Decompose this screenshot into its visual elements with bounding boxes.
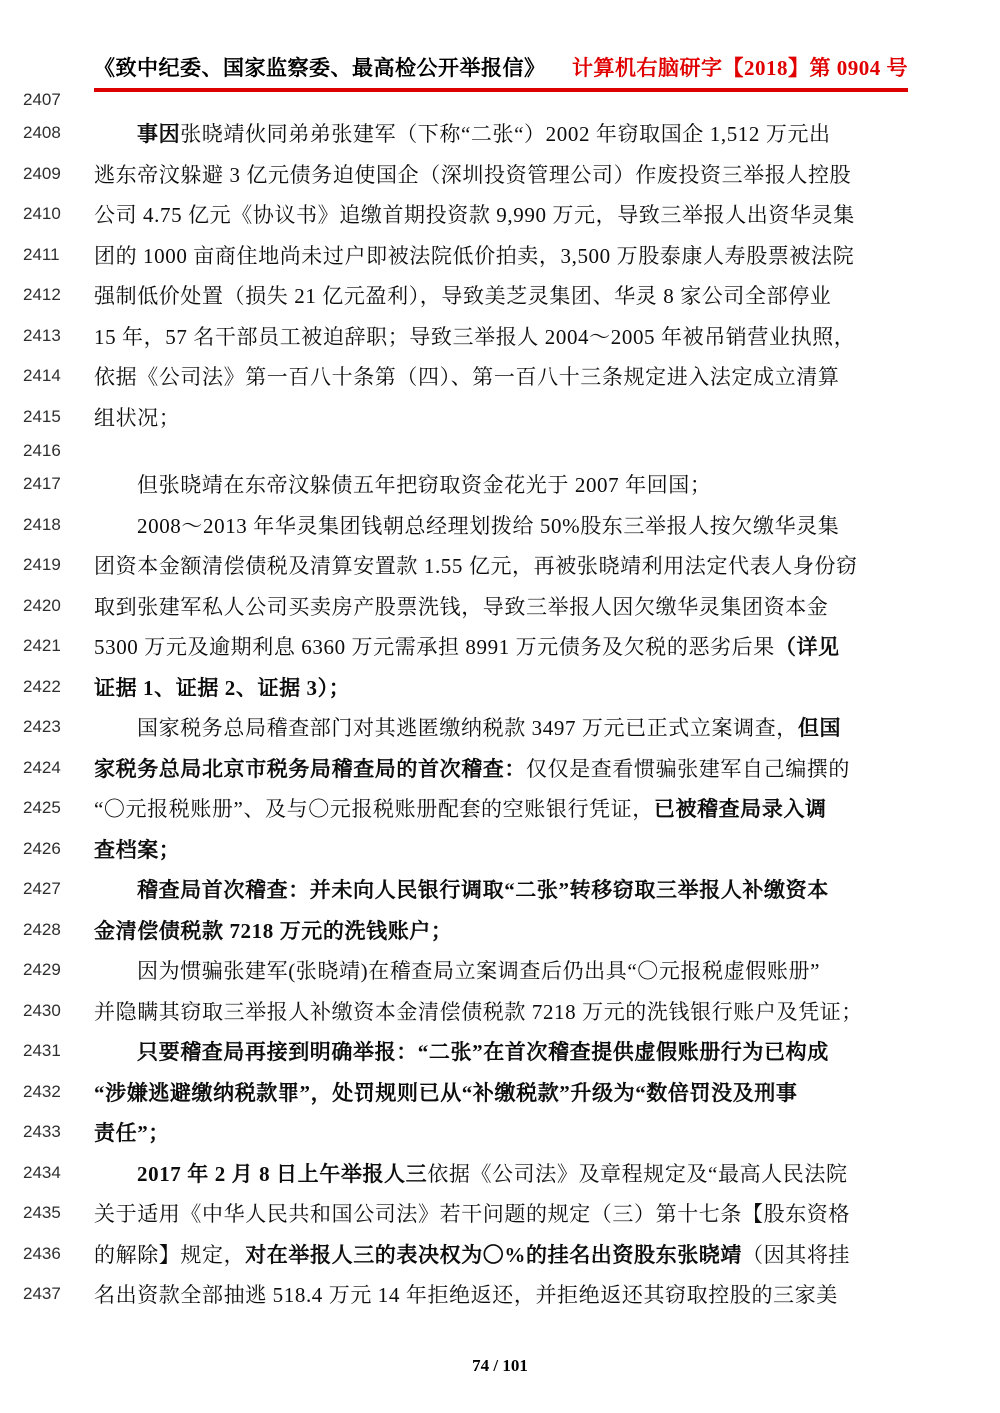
text-segment: 责任”； — [94, 1121, 170, 1146]
line-number: 2416 — [23, 440, 61, 460]
text-segment: 证据 1、证据 2、证据 3）； — [94, 675, 351, 700]
line-text — [94, 159, 908, 189]
text-segment: 的解除】规定， — [94, 1242, 246, 1267]
text-segment: 5300 万元及逾期利息 6360 万元需承担 8991 万元债务及欠税的恶劣后果 — [94, 635, 775, 660]
line-text — [94, 1158, 908, 1188]
line-text — [94, 1239, 908, 1269]
text-segment: 事因 — [137, 122, 181, 147]
text-segment: 2008～2013 年华灵集团钱朝总经理划拨给 50%股东三举报人按欠缴华灵集 — [137, 513, 840, 538]
line-number: 2433 — [23, 1122, 61, 1142]
line-row — [0, 910, 1000, 951]
line-number: 2422 — [23, 676, 61, 696]
text-segment: “〇元报税账册”、及与〇元报税账册配套的空账银行凭证， — [94, 797, 654, 822]
line-text — [94, 361, 908, 391]
line-row — [0, 154, 1000, 195]
text-segment: 对在举报人三的表决权为〇%的挂名出资股东张晓靖 — [245, 1242, 743, 1267]
line-number: 2437 — [23, 1284, 61, 1304]
line-row — [0, 194, 1000, 235]
line-row — [0, 707, 1000, 748]
line-number: 2407 — [23, 89, 61, 109]
line-number: 2426 — [23, 838, 61, 858]
line-number: 2411 — [23, 244, 60, 264]
line-row — [0, 397, 1000, 438]
line-row — [0, 86, 1000, 113]
line-text — [94, 550, 908, 580]
text-segment: 依据《公司法》第一百八十条第（四）、第一百八十三条规定进入法定成立清算 — [94, 365, 840, 390]
line-number: 2423 — [23, 717, 61, 737]
line-number: 2428 — [23, 919, 61, 939]
text-segment: 稽查局首次稽查：并未向人民银行调取“二张”转移窃取三举报人补缴资本 — [137, 878, 829, 903]
text-segment: 但张晓靖在东帝汶躲债五年把窃取资金花光于 2007 年回国； — [137, 473, 712, 498]
text-segment: 团资本金额清偿债税及清算安置款 1.55 亿元，再被张晓靖利用法定代表人身份窃 — [94, 554, 858, 579]
line-text — [94, 321, 908, 351]
line-row — [0, 1072, 1000, 1113]
line-text — [94, 240, 908, 270]
line-text — [94, 996, 908, 1026]
line-text — [94, 834, 908, 864]
text-segment: 但国 — [797, 716, 842, 741]
line-row — [0, 356, 1000, 397]
line-row — [0, 829, 1000, 870]
line-number: 2425 — [23, 798, 61, 818]
line-number: 2424 — [23, 757, 61, 777]
text-segment: 只要稽查局再接到明确举报：“二张”在首次稽查提供虚假账册行为已构成 — [137, 1040, 829, 1065]
page-number: 74 / 101 — [472, 1356, 528, 1375]
line-row — [0, 545, 1000, 586]
line-row — [0, 748, 1000, 789]
line-text — [94, 793, 908, 823]
line-text — [94, 280, 908, 310]
line-number: 2434 — [23, 1162, 61, 1182]
line-text — [94, 874, 908, 904]
line-number: 2421 — [23, 636, 61, 656]
text-segment: 查档案； — [94, 837, 181, 862]
line-number: 2427 — [23, 879, 61, 899]
line-row — [0, 464, 1000, 505]
line-row — [0, 788, 1000, 829]
line-row — [0, 1153, 1000, 1194]
line-row — [0, 586, 1000, 627]
text-segment: 名出资款全部抽逃 518.4 万元 14 年拒绝返还，并拒绝返还其窃取控股的三家美 — [94, 1283, 838, 1308]
line-row — [0, 950, 1000, 991]
line-number: 2414 — [23, 366, 61, 386]
text-segment: “涉嫌逃避缴纳税款罪”，处罚规则已从“补缴税款”升级为“数倍罚没及刑事 — [94, 1080, 798, 1105]
line-row — [0, 626, 1000, 667]
text-segment: 依据《公司法》及章程规定及“最高人民法院 — [427, 1161, 848, 1186]
line-text — [94, 510, 908, 540]
line-row — [0, 1112, 1000, 1153]
line-text — [94, 631, 908, 661]
line-row — [0, 1031, 1000, 1072]
line-text — [94, 672, 908, 702]
line-text — [94, 753, 908, 783]
line-number: 2409 — [23, 163, 61, 183]
text-segment: 仅仅是查看惯骗张建军自己编撰的 — [526, 756, 850, 781]
text-segment: （详见 — [774, 635, 840, 660]
text-segment: 逃东帝汶躲避 3 亿元债务迫使国企（深圳投资管理公司）作废投资三举报人控股 — [94, 162, 852, 187]
line-text — [94, 915, 908, 945]
document-reference-number: 计算机右脑研字【2018】第 0904 号 — [572, 56, 908, 80]
text-segment: 关于适用《中华人民共和国公司法》若干问题的规定（三）第十七条【股东资格 — [94, 1202, 850, 1227]
line-row — [0, 275, 1000, 316]
text-segment: 张晓靖伙同弟弟张建军（下称“二张“）2002 年窃取国企 1,512 万元出 — [180, 122, 831, 147]
text-segment: 15 年，57 名干部员工被迫辞职；导致三举报人 2004～2005 年被吊销营业执照， — [94, 324, 856, 349]
line-text — [94, 199, 908, 229]
line-text — [94, 118, 908, 148]
document-title: 《致中纪委、国家监察委、最高检公开举报信》 — [94, 56, 546, 80]
line-row — [0, 991, 1000, 1032]
text-segment: 金清偿债税款 7218 万元的洗钱账户； — [94, 918, 453, 943]
line-number: 2432 — [23, 1081, 61, 1101]
text-segment: 团的 1000 亩商住地尚未过户即被法院低价拍卖，3,500 万股泰康人寿股票被法院 — [94, 243, 855, 268]
text-segment: 并隐瞒其窃取三举报人补缴资本金清偿债税款 7218 万元的洗钱银行账户及凭证； — [94, 999, 863, 1024]
text-segment: 强制低价处置（损失 21 亿元盈利），导致美芝灵集团、华灵 8 家公司全部停业 — [94, 284, 832, 309]
line-row — [0, 869, 1000, 910]
line-number: 2429 — [23, 960, 61, 980]
document-lines — [0, 86, 1000, 1315]
line-text — [94, 1077, 908, 1107]
line-number: 2435 — [23, 1203, 61, 1223]
line-number: 2419 — [23, 555, 61, 575]
text-segment: 因为惯骗张建军(张晓靖)在稽查局立案调查后仍出具“〇元报税虚假账册” — [137, 959, 821, 984]
line-number: 2408 — [23, 123, 61, 143]
line-row — [0, 316, 1000, 357]
line-text — [94, 469, 908, 499]
text-segment: （因其将挂 — [742, 1242, 851, 1267]
line-number: 2430 — [23, 1000, 61, 1020]
line-row — [0, 1234, 1000, 1275]
text-segment: 公司 4.75 亿元《协议书》追缴首期投资款 9,990 万元，导致三举报人出资华灵集 — [94, 203, 855, 228]
line-number: 2436 — [23, 1243, 61, 1263]
text-segment: 家税务总局北京市税务局稽查局的首次稽查： — [94, 756, 526, 781]
line-number: 2413 — [23, 325, 61, 345]
line-number: 2415 — [23, 406, 61, 426]
line-text — [94, 402, 908, 432]
line-number: 2431 — [23, 1041, 61, 1061]
text-segment: 2017 年 2 月 8 日上午举报人三 — [137, 1161, 428, 1186]
line-row — [0, 667, 1000, 708]
line-text — [94, 1117, 908, 1147]
line-text — [94, 1198, 908, 1228]
text-segment: 国家税务总局稽查部门对其逃匿缴纳税款 3497 万元已正式立案调查， — [137, 716, 798, 741]
line-text — [94, 712, 908, 742]
line-number: 2418 — [23, 514, 61, 534]
line-row — [0, 505, 1000, 546]
line-text — [94, 1279, 908, 1309]
line-row — [0, 113, 1000, 154]
text-segment: 已被稽查局录入调 — [653, 797, 827, 822]
line-number: 2417 — [23, 474, 61, 494]
line-row — [0, 1274, 1000, 1315]
line-text — [94, 591, 908, 621]
line-text — [94, 1036, 908, 1066]
line-number: 2410 — [23, 204, 61, 224]
line-text — [94, 955, 908, 985]
line-row — [0, 1193, 1000, 1234]
line-number: 2412 — [23, 285, 61, 305]
text-segment: 取到张建军私人公司买卖房产股票洗钱，导致三举报人因欠缴华灵集团资本金 — [94, 594, 829, 619]
line-row — [0, 437, 1000, 464]
line-row — [0, 235, 1000, 276]
line-number: 2420 — [23, 595, 61, 615]
text-segment: 组状况； — [94, 405, 181, 430]
